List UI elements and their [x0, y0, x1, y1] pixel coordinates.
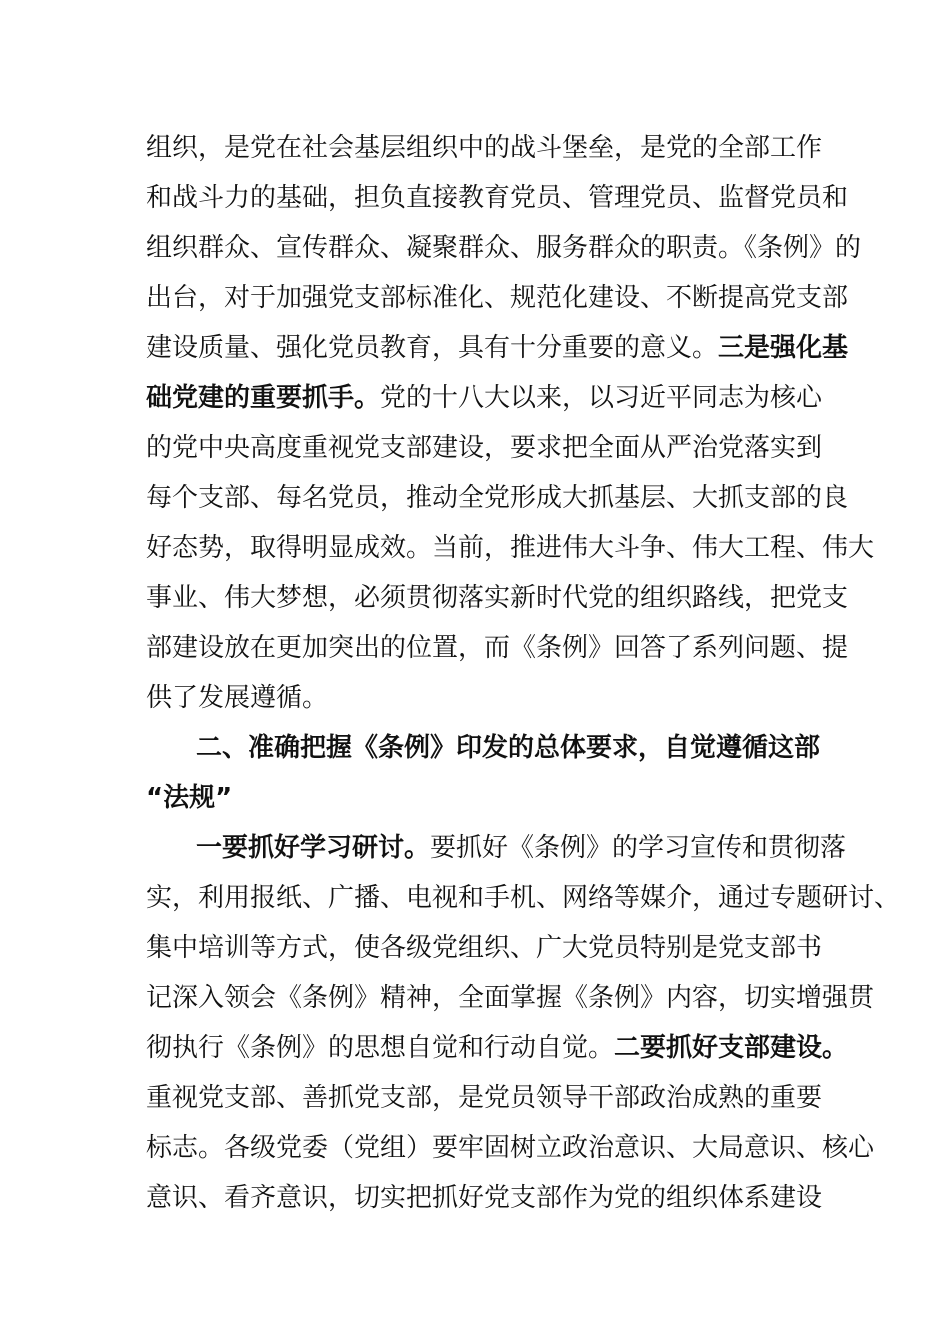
text-run: 供了发展遵循。: [146, 683, 329, 713]
body-line: [146, 181, 849, 215]
bold-text-run: 础党建的重要抓手。: [146, 383, 381, 413]
text-run: 彻执行《条例》的思想自觉和行动自觉。: [146, 1033, 615, 1063]
text-run: 要抓好《条例》的学习宣传和贯彻落: [430, 833, 847, 863]
text-run: 建设质量、强化党员教育，具有十分重要的意义。: [146, 333, 719, 363]
body-line: [146, 381, 836, 415]
body-line: [146, 1081, 836, 1115]
text-run: 的党中央高度重视党支部建设，要求把全面从严治党落实到: [146, 433, 823, 463]
text-run: 意识、看齐意识，切实把抓好党支部作为党的组织体系建设: [146, 1183, 823, 1213]
body-line: [146, 1131, 875, 1165]
body-line: [146, 681, 836, 715]
body-line: [146, 581, 849, 615]
text-run: 党的十八大以来，以习近平同志为核心: [380, 383, 823, 413]
body-line: [146, 481, 849, 515]
body-line: [146, 931, 836, 965]
text-run: 重视党支部、善抓党支部，是党员领导干部政治成熟的重要: [146, 1083, 823, 1113]
text-run: 实，利用报纸、广播、电视和手机、网络等媒介，通过专题研讨、: [146, 883, 901, 913]
body-line: [146, 531, 875, 565]
text-run: 事业、伟大梦想，必须贯彻落实新时代党的组织路线，把党支: [146, 583, 849, 613]
body-line: [146, 1181, 836, 1215]
section-heading-continuation: “法规”: [146, 783, 233, 813]
text-run: 和战斗力的基础，担负直接教育党员、管理党员、监督党员和: [146, 183, 849, 213]
bold-text-run: 二要抓好支部建设。: [614, 1033, 849, 1063]
text-run: 好态势，取得明显成效。当前，推进伟大斗争、伟大工程、伟大: [146, 533, 875, 563]
body-line: [146, 431, 836, 465]
body-line: [146, 881, 901, 915]
text-run: 记深入领会《条例》精神，全面掌握《条例》内容，切实增强贯: [146, 983, 875, 1013]
body-line: [146, 631, 849, 665]
body-line: [146, 331, 849, 365]
bold-text-run: 三是强化基: [718, 333, 849, 363]
body-line: [146, 981, 875, 1015]
text-run: 部建设放在更加突出的位置，而《条例》回答了系列问题、提: [146, 633, 849, 663]
text-run: 组织，是党在社会基层组织中的战斗堡垒，是党的全部工作: [146, 133, 823, 163]
text-run: 每个支部、每名党员，推动全党形成大抓基层、大抓支部的良: [146, 483, 849, 513]
body-line: [146, 281, 849, 315]
bold-text-run: 一要抓好学习研讨。: [196, 833, 431, 863]
text-run: 标志。各级党委（党组）要牢固树立政治意识、大局意识、核心: [146, 1133, 875, 1163]
text-run: 出台，对于加强党支部标准化、规范化建设、不断提高党支部: [146, 283, 849, 313]
body-line: [146, 231, 862, 265]
body-line: [146, 131, 836, 165]
body-line: [196, 831, 847, 865]
section-heading: 二、准确把握《条例》印发的总体要求，自觉遵循这部: [196, 733, 821, 763]
text-run: 集中培训等方式，使各级党组织、广大党员特别是党支部书: [146, 933, 823, 963]
text-run: 组织群众、宣传群众、凝聚群众、服务群众的职责。《条例》的: [146, 233, 862, 263]
body-line: [146, 1031, 849, 1065]
